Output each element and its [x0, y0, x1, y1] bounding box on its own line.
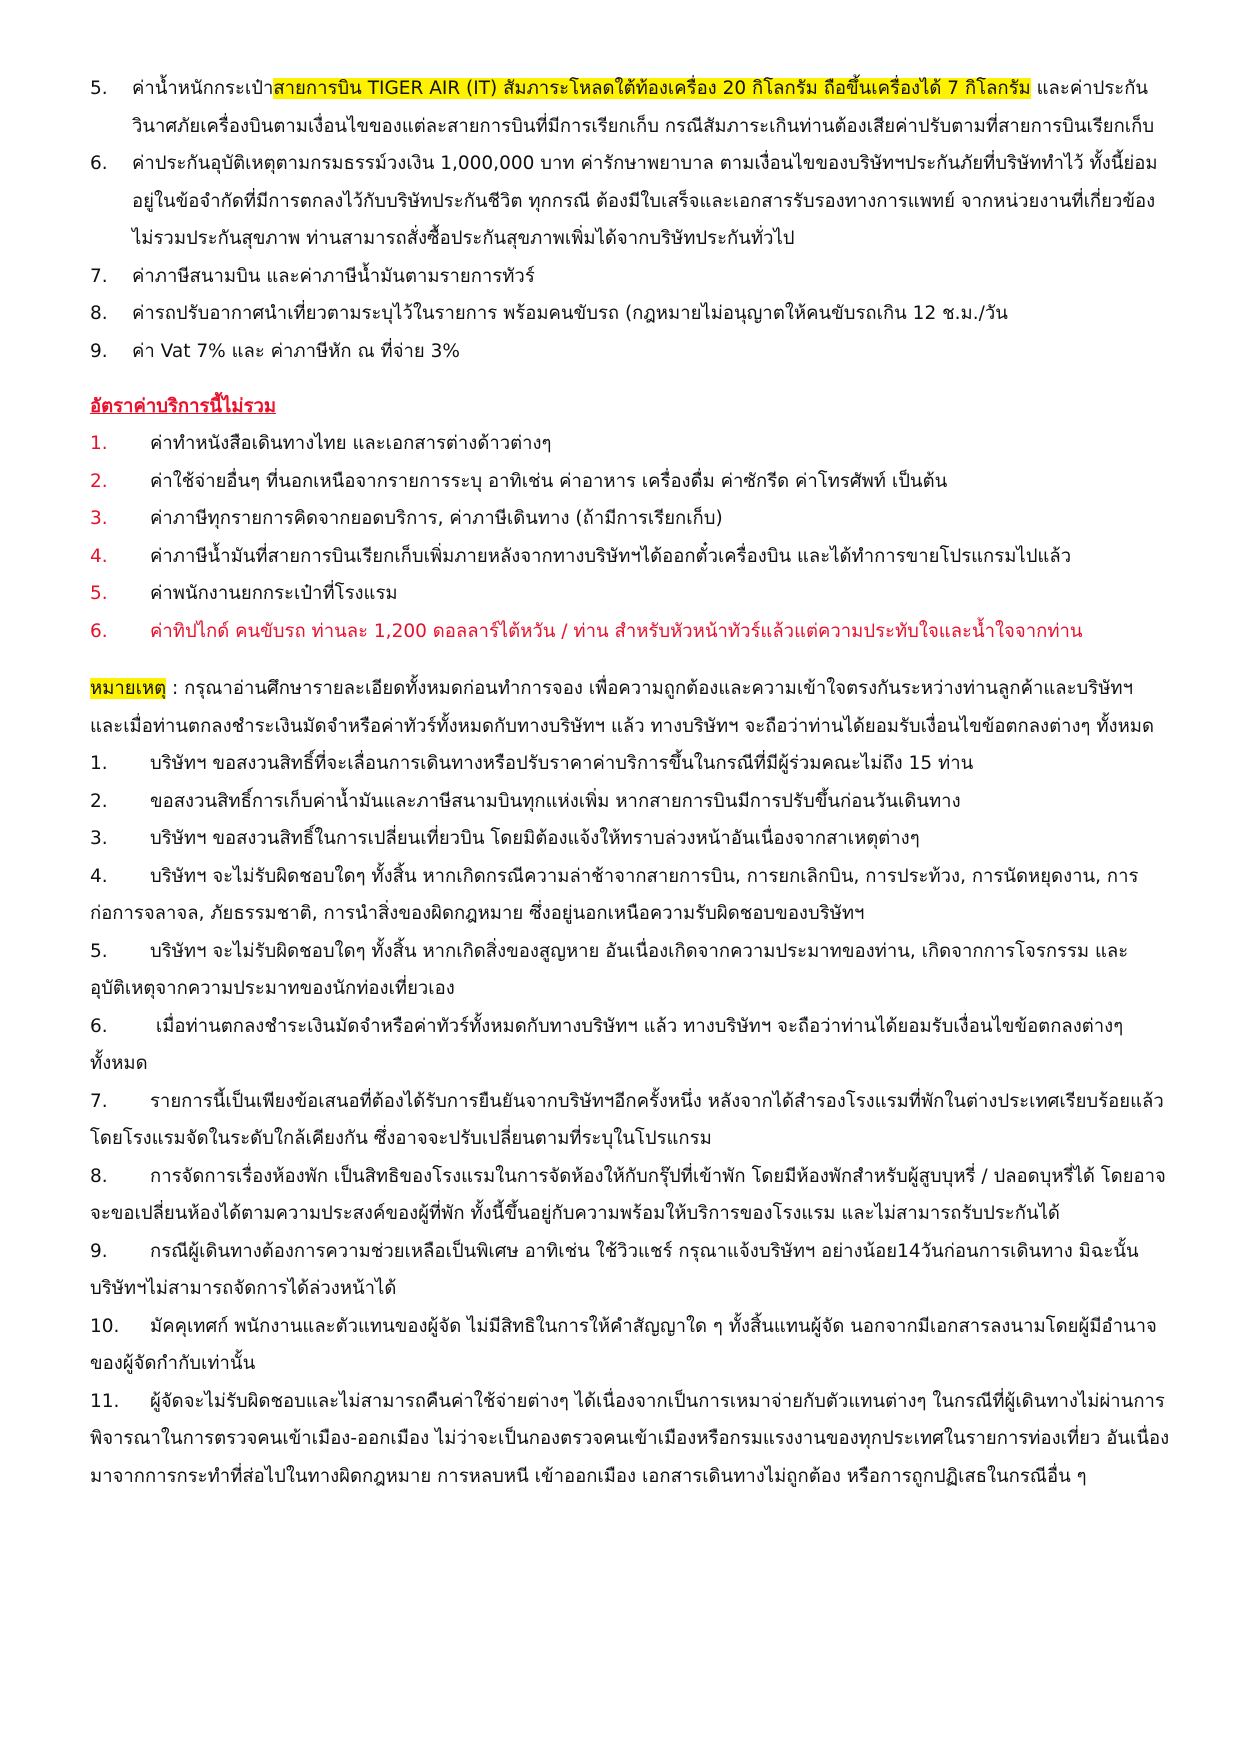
item-number: 4. [90, 545, 108, 567]
item-text: ค่าภาษีน้ำมันที่สายการบินเรียกเก็บเพิ่มภายหลังจากทางบริษัทฯได้ออกตั๋วเครื่องบิน และได้ทำการขายโปรแกรมไปแล้ว [150, 545, 1072, 567]
list-item [90, 575, 1170, 613]
item-number: 5. [90, 583, 108, 604]
item-text: การจัดการเรื่องห้องพัก เป็นสิทธิของโรงแรมในการจัดห้องให้กับกรุ๊ปที่เข้าพัก โดยมีห้องพักสำหรับผู้สูบบุหรี่ / ปลอดบุหรี่ได้ โดยอาจจะขอเปลี่ยนห้องได้ตามความประสงค์ของผู้ที่พัก ทั้งนี้ขึ้นอยู่กับความพร้อมให้บริการของโรงแรม และไม่สามารถรับประกันได้ [90, 1165, 1166, 1224]
item-text: ค่า Vat 7% และ ค่าภาษีหัก ณ ที่จ่าย 3% [132, 340, 460, 362]
list-item [90, 1383, 1170, 1496]
item-number: 9. [90, 340, 108, 362]
list-item [90, 463, 1170, 501]
item-number: 6. [90, 620, 108, 642]
list-item [90, 1308, 1170, 1383]
item-text: เมื่อท่านตกลงชำระเงินมัดจำหรือค่าทัวร์ทั้งหมดกับทางบริษัทฯ แล้ว ทางบริษัทฯ จะถือว่าท่านได้ยอมรับเงื่อนไขข้อตกลงต่างๆ ทั้งหมด [90, 1015, 1124, 1074]
item-text: กรณีผู้เดินทางต้องการความช่วยเหลือเป็นพิเศษ อาทิเช่น ใช้วิวแชร์ กรุณาแจ้งบริษัทฯ อย่างน้อย14วันก่อนการเดินทาง มิฉะนั้น บริษัทฯไม่สามารถจัดการได้ล่วงหน้าได้ [90, 1240, 1139, 1299]
list-item [90, 333, 1170, 371]
list-item [90, 613, 1170, 651]
list-item [90, 70, 1170, 145]
item-number: 2. [90, 790, 108, 812]
note-list [90, 745, 1170, 1495]
item-number: 2. [90, 470, 108, 492]
spacer [90, 650, 1170, 670]
item-number: 1. [90, 753, 108, 774]
item-number: 8. [90, 1165, 108, 1187]
item-number: 4. [90, 865, 108, 887]
item-number: 10. [90, 1315, 120, 1337]
item-text: บริษัทฯ ขอสงวนสิทธิ์ในการเปลี่ยนเที่ยวบิน โดยมิต้องแจ้งให้ทราบล่วงหน้าอันเนื่องจากสาเหตุต่างๆ [150, 828, 920, 849]
list-item [90, 933, 1170, 1008]
list-item [90, 258, 1170, 296]
note-label: หมายเหตุ [90, 678, 167, 699]
item-number: 1. [90, 433, 108, 454]
item-text: และค่าประกันวินาศภัยเครื่องบินตามเงื่อนไขของแต่ละสายการบินที่มีการเรียกเก็บ กรณีสัมภาระเกินท่านต้องเสียค่าปรับตามที่สายการบินเรียกเก็บ [132, 78, 1155, 137]
item-number: 3. [90, 828, 108, 849]
list-item [90, 145, 1170, 258]
item-number: 6. [90, 1015, 108, 1037]
list-item [90, 858, 1170, 933]
item-number: 5. [90, 78, 108, 99]
note-intro-text: : กรุณาอ่านศึกษารายละเอียดทั้งหมดก่อนทำการจอง เพื่อความถูกต้องและความเข้าใจตรงกันระหว่างท่านลูกค้าและบริษัทฯ และเมื่อท่านตกลงชำระเงินมัดจำหรือค่าทัวร์ทั้งหมดกับทางบริษัทฯ แล้ว ทางบริษัทฯ จะถือว่าท่านได้ยอมรับเงื่อนไขข้อตกลงต่างๆ ทั้งหมด [90, 678, 1154, 737]
item-text: ค่าทิปไกด์ คนขับรถ ท่านละ 1,200 ดอลลาร์ไต้หวัน / ท่าน สำหรับหัวหน้าทัวร์แล้วแต่ความประทับใจและน้ำใจจากท่าน [150, 620, 1083, 642]
list-item [90, 783, 1170, 821]
item-number: 8. [90, 303, 108, 324]
item-text: ค่ารถปรับอากาศนำเที่ยวตามระบุไว้ในรายการ พร้อมคนขับรถ (กฎหมายไม่อนุญาตให้คนขับรถเกิน 12 ช.ม./วัน [132, 303, 1008, 324]
document-page [90, 70, 1170, 1495]
item-text: ค่าประกันอุบัติเหตุตามกรมธรรม์วงเงิน 1,000,000 บาท ค่ารักษาพยาบาล ตามเงื่อนไขของบริษัทฯประกันภัยที่บริษัททำไว้ ทั้งนี้ย่อมอยู่ในข้อจำกัดที่มีการตกลงไว้กับบริษัทประกันชีวิต ทุกกรณี ต้องมีใบเสร็จและเอกสารรับรองทางการแพทย์ จากหน่วยงานที่เกี่ยวข้อง ไม่รวมประกันสุขภาพ ท่านสามารถสั่งซื้อประกันสุขภาพเพิ่มได้จากบริษัทประกันทั่วไป [132, 153, 1158, 249]
item-number: 7. [90, 1090, 108, 1112]
list-item [90, 1008, 1170, 1083]
item-text: บริษัทฯ จะไม่รับผิดชอบใดๆ ทั้งสิ้น หากเกิดสิ่งของสูญหาย อันเนื่องเกิดจากความประมาทของท่าน, เกิดจากการโจรกรรม และ อุบัติเหตุจากความประมาทของนักท่องเที่ยวเอง [90, 940, 1129, 999]
item-number: 3. [90, 508, 108, 529]
list-item [90, 1233, 1170, 1308]
item-number: 11. [90, 1390, 120, 1412]
item-text: ค่าใช้จ่ายอื่นๆ ที่นอกเหนือจากรายการระบุ อาทิเช่น ค่าอาหาร เครื่องดื่ม ค่าซักรีด ค่าโทรศัพท์ เป็นต้น [150, 470, 948, 492]
item-text: ขอสงวนสิทธิ์การเก็บค่าน้ำมันและภาษีสนามบินทุกแห่งเพิ่ม หากสายการบินมีการปรับขึ้นก่อนวันเดินทาง [150, 790, 961, 812]
item-text: บริษัทฯ จะไม่รับผิดชอบใดๆ ทั้งสิ้น หากเกิดกรณีความล่าช้าจากสายการบิน, การยกเลิกบิน, การประท้วง, การนัดหยุดงาน, การก่อการจลาจล, ภัยธรรมชาติ, การนำสิ่งของผิดกฎหมาย ซึ่งอยู่นอกเหนือความรับผิดชอบของบริษัทฯ [90, 865, 1139, 924]
note-intro [90, 670, 1170, 745]
item-number: 9. [90, 1240, 108, 1262]
list-item [90, 745, 1170, 783]
item-text: ค่าภาษีสนามบิน และค่าภาษีน้ำมันตามรายการทัวร์ [132, 265, 535, 287]
list-item [90, 538, 1170, 576]
item-text: ผู้จัดจะไม่รับผิดชอบและไม่สามารถคืนค่าใช้จ่ายต่างๆ ได้เนื่องจากเป็นการเหมาจ่ายกับตัวแทนต่างๆ ในกรณีที่ผู้เดินทางไม่ผ่านการพิจารณาในการตรวจคนเข้าเมือง-ออกเมือง ไม่ว่าจะเป็นกองตรวจคนเข้าเมืองหรือกรมแรงงานของทุกประเทศในรายการท่องเที่ยว อันเนื่องมาจากการกระทำที่ส่อไปในทางผิดกฎหมาย การหลบหนี เข้าออกเมือง เอกสารเดินทางไม่ถูกต้อง หรือการถูกปฏิเสธในกรณีอื่น ๆ [90, 1390, 1170, 1487]
list-item [90, 1083, 1170, 1158]
list-item [90, 500, 1170, 538]
list-item [90, 1158, 1170, 1233]
item-number: 7. [90, 265, 108, 287]
item-text: มัคคุเทศก์ พนักงานและตัวแทนของผู้จัด ไม่มีสิทธิในการให้คำสัญญาใด ๆ ทั้งสิ้นแทนผู้จัด นอกจากมีเอกสารลงนามโดยผู้มีอำนาจของผู้จัดกำกับเท่านั้น [90, 1315, 1157, 1374]
item-text: ค่าทำหนังสือเดินทางไทย และเอกสารต่างด้าวต่างๆ [150, 433, 552, 454]
item-text: รายการนี้เป็นเพียงข้อเสนอที่ต้องได้รับการยืนยันจากบริษัทฯอีกครั้งหนึ่ง หลังจากได้สำรองโรงแรมที่พักในต่างประเทศเรียบร้อยแล้ว โดยโรงแรมจัดในระดับใกล้เคียงกัน ซึ่งอาจจะปรับเปลี่ยนตามที่ระบุในโปรแกรม [90, 1090, 1164, 1149]
highlighted-text: สายการบิน TIGER AIR (IT) สัมภาระโหลดใต้ท้องเครื่อง 20 กิโลกรัม ถือขึ้นเครื่องได้ 7 กิโลกรัม [273, 78, 1031, 99]
list-item [90, 425, 1170, 463]
excluded-section-title: อัตราค่าบริการนี้ไม่รวม [90, 396, 277, 417]
item-text: ค่าพนักงานยกกระเป๋าที่โรงแรม [150, 583, 398, 604]
item-text: ค่าน้ำหนักกระเป๋า [132, 78, 274, 99]
item-number: 5. [90, 940, 108, 962]
excluded-list [90, 425, 1170, 650]
item-text: บริษัทฯ ขอสงวนสิทธิ์ที่จะเลื่อนการเดินทางหรือปรับราคาค่าบริการขึ้นในกรณีที่มีผู้ร่วมคณะไม่ถึง 15 ท่าน [150, 753, 974, 774]
item-text: ค่าภาษีทุกรายการคิดจากยอดบริการ, ค่าภาษีเดินทาง (ถ้ามีการเรียกเก็บ) [150, 508, 723, 529]
item-number: 6. [90, 153, 108, 174]
list-item [90, 820, 1170, 858]
included-list [90, 70, 1170, 370]
list-item [90, 295, 1170, 333]
